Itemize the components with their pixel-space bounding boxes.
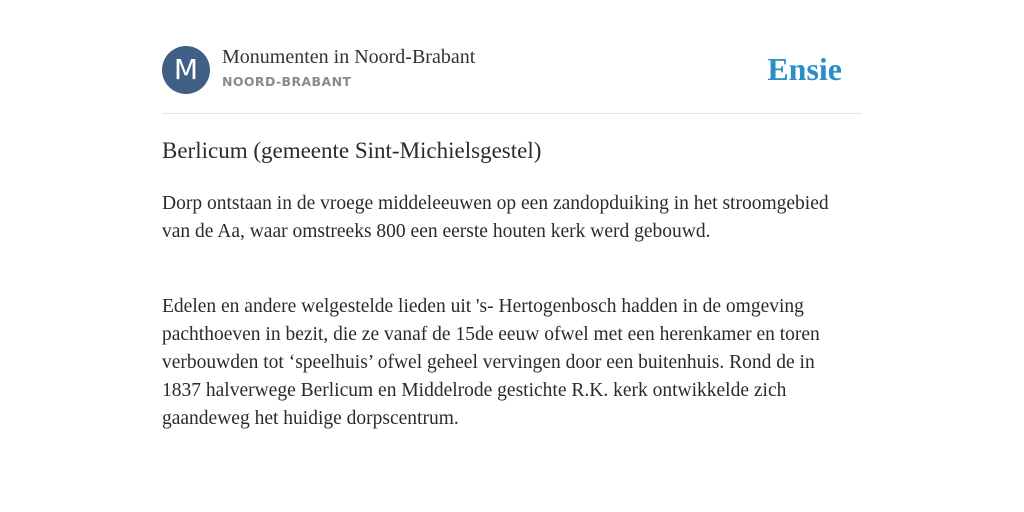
source-header [162, 46, 862, 96]
article-paragraph-1: Dorp ontstaan in de vroege middeleeuwen op een zandopduiking in het stroomgebied van de Aa, waar omstreeks 800 een eerste houten kerk werd gebouwd. [162, 193, 829, 242]
article-paragraph-2: Edelen en andere welgestelde lieden uit 's- Hertogenbosch hadden in de omgeving pachthoeven in bezit, die ze vanaf de 15de eeuw ofwel met een herenkamer en toren verbouwden tot ‘speelhuis’ ofwel geheel vervingen door een buitenhuis. Rond de in 1837 halverwege Berlicum en Middelrode gestichte R.K. kerk ontwikkelde zich gaandeweg het huidige dorpscentrum. [162, 296, 820, 429]
source-title-link[interactable]: Monumenten in Noord-Brabant [222, 46, 476, 68]
header-divider [162, 113, 862, 114]
entry-card [162, 0, 862, 512]
source-avatar[interactable]: M [162, 46, 210, 94]
source-subtitle[interactable]: NOORD-BRABANT [222, 74, 352, 89]
ensie-logo[interactable]: Ensie [767, 51, 842, 87]
article-title: Berlicum (gemeente Sint-Michielsgestel) [162, 138, 542, 163]
